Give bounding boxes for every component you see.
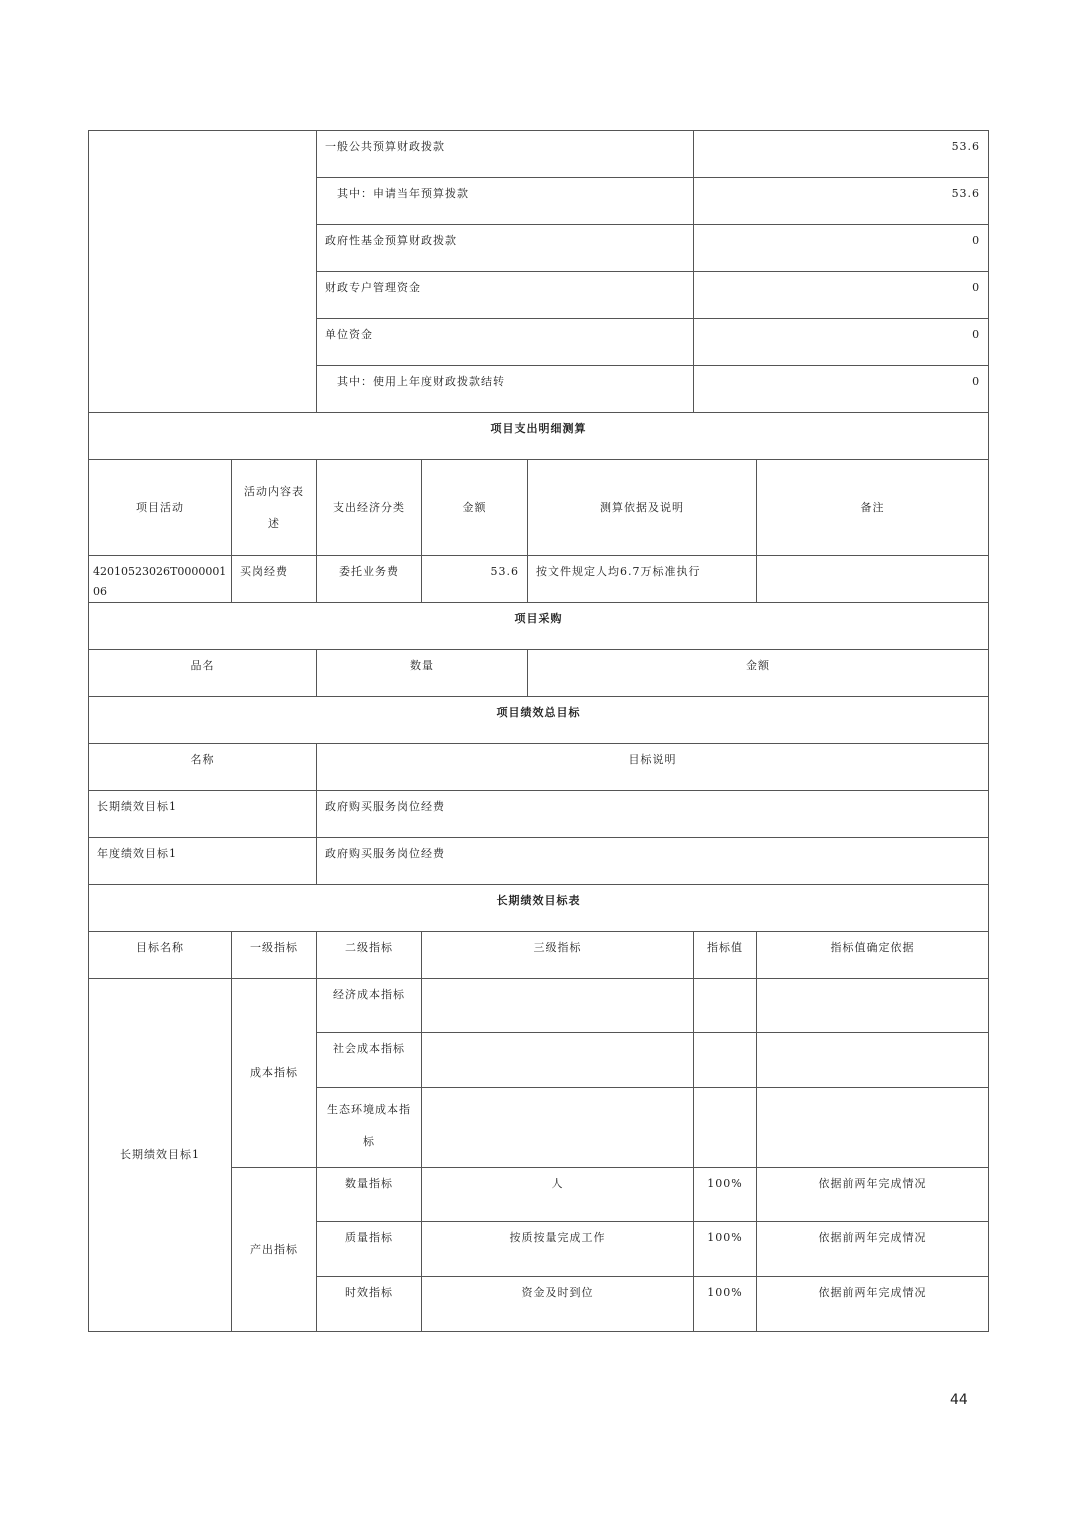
indicator-value <box>694 979 757 1033</box>
procurement-header: 金额 <box>528 650 989 697</box>
section-title-detail: 项目支出明细测算 <box>89 413 989 460</box>
cost-indicator-group: 成本指标 <box>232 979 317 1168</box>
indicator-basis: 依据前两年完成情况 <box>757 1222 989 1277</box>
funding-label: 一般公共预算财政拨款 <box>317 131 694 178</box>
funding-label: 单位资金 <box>317 319 694 366</box>
goal-desc: 政府购买服务岗位经费 <box>317 791 989 838</box>
detail-activity: 42010523026T000000106 <box>89 556 232 603</box>
level2-indicator: 生态环境成本指标 <box>317 1088 422 1168</box>
goal-name: 年度绩效目标1 <box>89 838 317 885</box>
level3-indicator <box>422 1088 694 1168</box>
level3-indicator: 资金及时到位 <box>422 1277 694 1332</box>
indicator-basis <box>757 1088 989 1168</box>
funding-label: 其中：申请当年预算拨款 <box>317 178 694 225</box>
indicator-value: 100% <box>694 1277 757 1332</box>
goals-header: 目标说明 <box>317 744 989 791</box>
funding-label: 其中：使用上年度财政拨款结转 <box>317 366 694 413</box>
procurement-header: 品名 <box>89 650 317 697</box>
indicator-basis <box>757 1033 989 1088</box>
detail-header: 活动内容表述 <box>232 460 317 556</box>
budget-table <box>88 130 989 1332</box>
indicator-basis: 依据前两年完成情况 <box>757 1168 989 1222</box>
funding-value: 0 <box>694 366 989 413</box>
budget-document-page <box>88 130 988 1332</box>
level2-indicator: 经济成本指标 <box>317 979 422 1033</box>
long-term-header: 目标名称 <box>89 932 232 979</box>
funding-value: 53.6 <box>694 178 989 225</box>
long-term-header: 二级指标 <box>317 932 422 979</box>
indicator-value: 100% <box>694 1222 757 1277</box>
level3-indicator: 人 <box>422 1168 694 1222</box>
page-number: 44 <box>950 1392 968 1408</box>
funding-blank-cell <box>89 131 317 413</box>
section-title-long-term: 长期绩效目标表 <box>89 885 989 932</box>
funding-value: 0 <box>694 319 989 366</box>
detail-header: 金额 <box>422 460 528 556</box>
detail-content: 买岗经费 <box>232 556 317 603</box>
indicator-basis: 依据前两年完成情况 <box>757 1277 989 1332</box>
long-term-header: 指标值确定依据 <box>757 932 989 979</box>
detail-category: 委托业务费 <box>317 556 422 603</box>
funding-value: 53.6 <box>694 131 989 178</box>
indicator-basis <box>757 979 989 1033</box>
indicator-value <box>694 1033 757 1088</box>
long-term-header: 一级指标 <box>232 932 317 979</box>
long-term-header: 指标值 <box>694 932 757 979</box>
level3-indicator <box>422 979 694 1033</box>
level2-indicator: 数量指标 <box>317 1168 422 1222</box>
detail-header: 测算依据及说明 <box>528 460 757 556</box>
level2-indicator: 社会成本指标 <box>317 1033 422 1088</box>
detail-basis: 按文件规定人均6.7万标准执行 <box>528 556 757 603</box>
funding-label: 政府性基金预算财政拨款 <box>317 225 694 272</box>
level2-indicator: 时效指标 <box>317 1277 422 1332</box>
funding-label: 财政专户管理资金 <box>317 272 694 319</box>
level3-indicator <box>422 1033 694 1088</box>
goals-header: 名称 <box>89 744 317 791</box>
long-term-header: 三级指标 <box>422 932 694 979</box>
detail-header: 项目活动 <box>89 460 232 556</box>
funding-value: 0 <box>694 272 989 319</box>
detail-header: 支出经济分类 <box>317 460 422 556</box>
level2-indicator: 质量指标 <box>317 1222 422 1277</box>
indicator-value <box>694 1088 757 1168</box>
detail-note <box>757 556 989 603</box>
detail-amount: 53.6 <box>422 556 528 603</box>
output-indicator-group: 产出指标 <box>232 1168 317 1332</box>
detail-header: 备注 <box>757 460 989 556</box>
long-term-goal-name: 长期绩效目标1 <box>89 979 232 1332</box>
indicator-value: 100% <box>694 1168 757 1222</box>
goal-name: 长期绩效目标1 <box>89 791 317 838</box>
procurement-header: 数量 <box>317 650 528 697</box>
level3-indicator: 按质按量完成工作 <box>422 1222 694 1277</box>
goal-desc: 政府购买服务岗位经费 <box>317 838 989 885</box>
funding-value: 0 <box>694 225 989 272</box>
section-title-goals: 项目绩效总目标 <box>89 697 989 744</box>
section-title-procurement: 项目采购 <box>89 603 989 650</box>
